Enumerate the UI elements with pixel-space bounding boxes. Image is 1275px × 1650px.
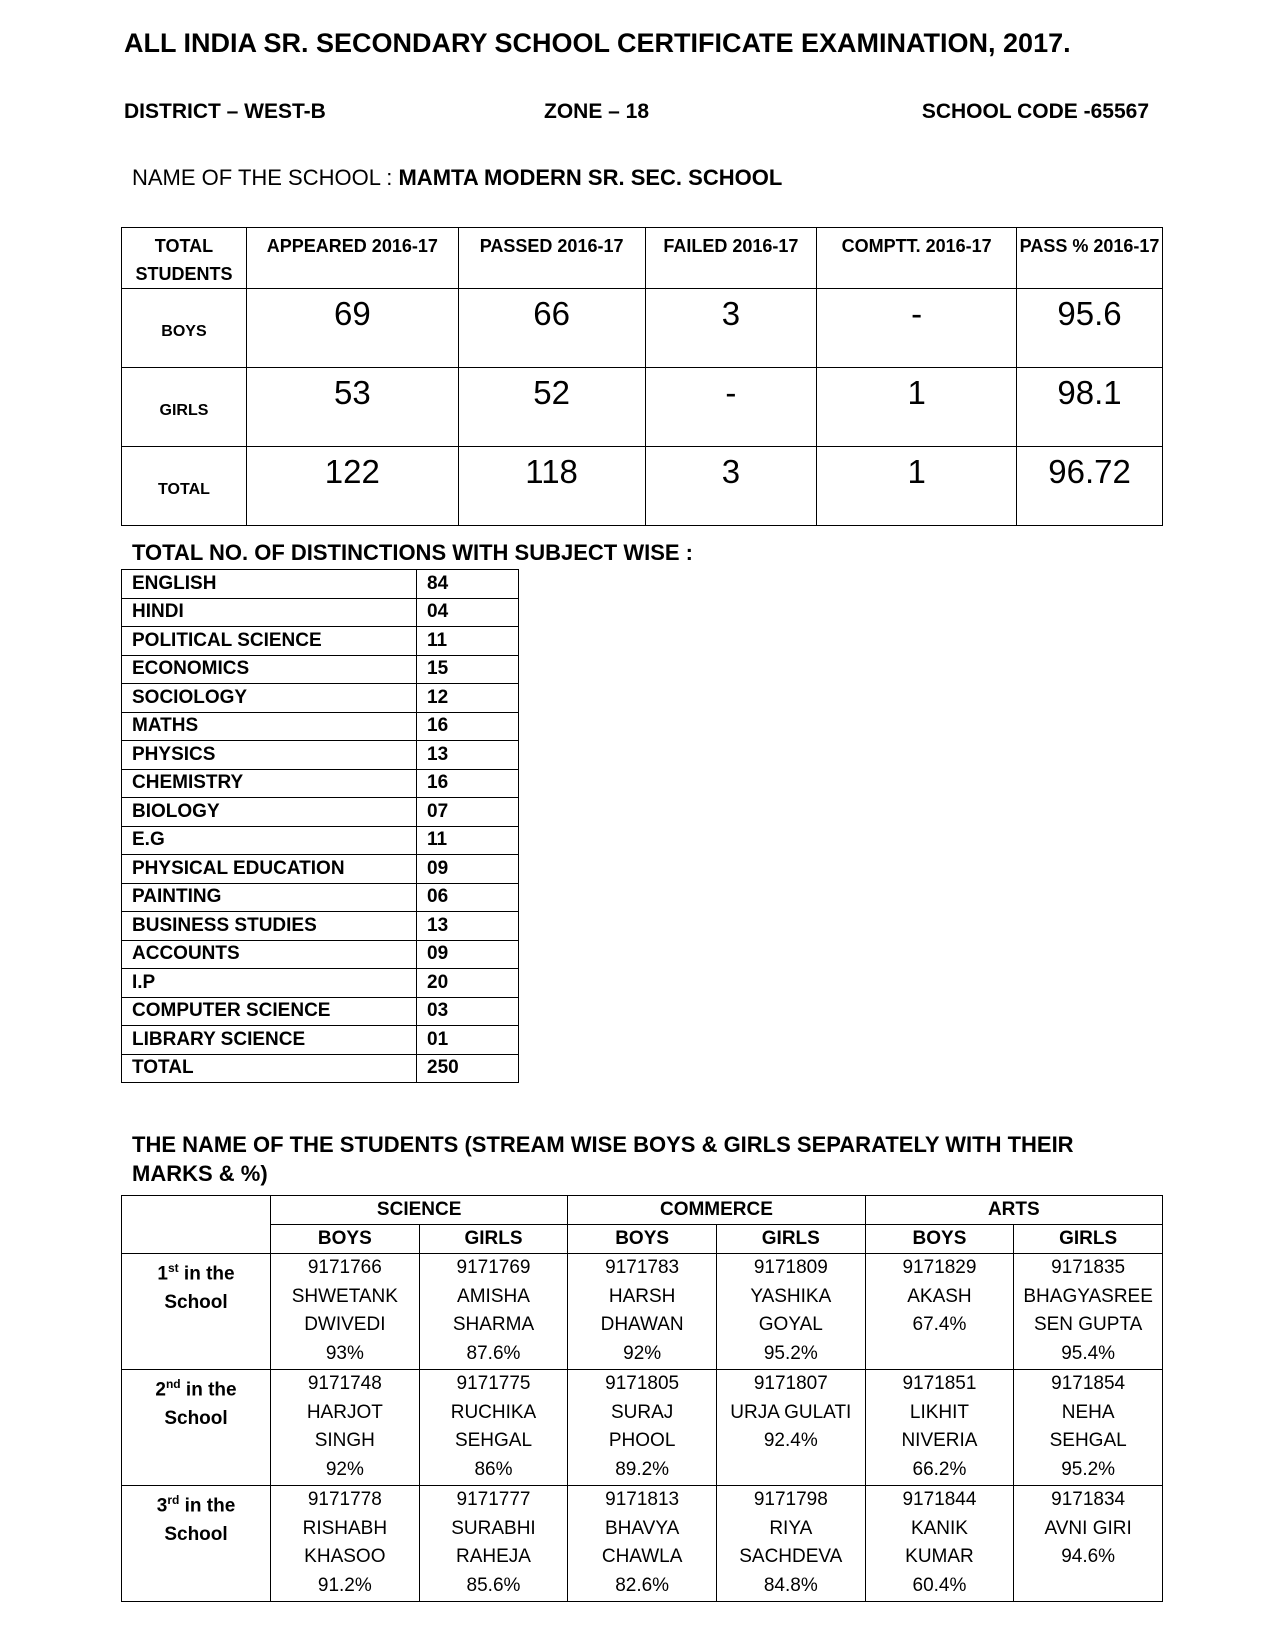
distinctions-table bbox=[121, 569, 519, 1083]
distinction-subject: ACCOUNTS bbox=[122, 940, 417, 969]
results-comptt-cell: - bbox=[817, 289, 1017, 368]
topper-row bbox=[122, 1370, 1163, 1486]
distinctions-heading: TOTAL NO. OF DISTINCTIONS WITH SUBJECT WISE : bbox=[132, 540, 693, 565]
distinction-subject: POLITICAL SCIENCE bbox=[122, 627, 417, 656]
topper-line: KANIK bbox=[910, 1517, 968, 1539]
results-passed-cell: 52 bbox=[458, 368, 645, 447]
topper-line: RAHEJA bbox=[456, 1546, 531, 1568]
rank-line-2: School bbox=[164, 1408, 228, 1430]
results-header-cell: FAILED 2016-17 bbox=[645, 228, 817, 289]
topper-line: 94.6% bbox=[1061, 1546, 1116, 1568]
topper-cell bbox=[271, 1254, 420, 1370]
topper-line: 9171778 bbox=[307, 1489, 382, 1510]
distinction-count: 01 bbox=[417, 1026, 519, 1055]
topper-line: RUCHIKA bbox=[450, 1401, 537, 1423]
rank-text: in the bbox=[178, 1263, 235, 1285]
distinction-subject: E.G bbox=[122, 826, 417, 855]
empty-corner-cell bbox=[122, 1196, 271, 1254]
topper-line: 60.4% bbox=[912, 1575, 967, 1597]
distinction-row bbox=[122, 570, 519, 599]
topper-line: 9171769 bbox=[456, 1257, 531, 1278]
results-failed-cell: 3 bbox=[645, 447, 817, 526]
results-header-cell: PASS % 2016-17 bbox=[1017, 228, 1163, 289]
topper-line: 9171854 bbox=[1051, 1373, 1126, 1394]
rank-line-1 bbox=[122, 1486, 270, 1521]
results-header-cell: PASSED 2016-17 bbox=[458, 228, 645, 289]
topper-line: 9171766 bbox=[307, 1257, 382, 1278]
topper-line: 66.2% bbox=[912, 1459, 967, 1481]
topper-cell bbox=[865, 1370, 1014, 1486]
distinction-row bbox=[122, 1054, 519, 1083]
distinction-row bbox=[122, 969, 519, 998]
results-row bbox=[122, 368, 1163, 447]
distinction-count: 04 bbox=[417, 598, 519, 627]
distinction-count: 03 bbox=[417, 997, 519, 1026]
distinction-subject: BUSINESS STUDIES bbox=[122, 912, 417, 941]
distinction-count: 11 bbox=[417, 627, 519, 656]
topper-line: 9171829 bbox=[902, 1257, 977, 1278]
results-row-label: GIRLS bbox=[122, 368, 247, 447]
topper-line: SEN GUPTA bbox=[1033, 1314, 1143, 1336]
distinction-count: 12 bbox=[417, 684, 519, 713]
topper-line: 92.4% bbox=[763, 1430, 818, 1452]
distinction-subject: I.P bbox=[122, 969, 417, 998]
results-row-label: BOYS bbox=[122, 289, 247, 368]
gender-header-row bbox=[122, 1225, 1163, 1254]
gender-header: BOYS bbox=[568, 1225, 717, 1254]
results-row bbox=[122, 447, 1163, 526]
topper-line: SINGH bbox=[314, 1430, 375, 1452]
topper-line: GOYAL bbox=[758, 1314, 823, 1336]
distinction-row bbox=[122, 798, 519, 827]
topper-line: AVNI GIRI bbox=[1044, 1517, 1132, 1539]
rank-number: 2 bbox=[155, 1379, 166, 1401]
distinction-row bbox=[122, 655, 519, 684]
topper-line: 9171783 bbox=[605, 1257, 680, 1278]
rank-line-1 bbox=[122, 1254, 270, 1289]
toppers-table bbox=[121, 1195, 1163, 1602]
rank-line-2: School bbox=[164, 1292, 228, 1314]
topper-line: DWIVEDI bbox=[304, 1314, 386, 1336]
topper-line: 82.6% bbox=[615, 1575, 670, 1597]
topper-line: 9171834 bbox=[1051, 1489, 1126, 1510]
school-code-label: SCHOOL CODE -65567 bbox=[921, 100, 1149, 123]
stream-header: SCIENCE bbox=[271, 1196, 568, 1225]
results-row bbox=[122, 289, 1163, 368]
topper-line: 84.8% bbox=[763, 1575, 818, 1597]
results-comptt-cell: 1 bbox=[817, 368, 1017, 447]
distinction-row bbox=[122, 769, 519, 798]
distinction-row bbox=[122, 826, 519, 855]
distinction-row bbox=[122, 712, 519, 741]
stream-header: ARTS bbox=[865, 1196, 1162, 1225]
rank-text: in the bbox=[179, 1495, 236, 1517]
topper-line: SEHGAL bbox=[454, 1430, 533, 1452]
topper-line: RISHABH bbox=[302, 1517, 388, 1539]
topper-line: SURAJ bbox=[610, 1401, 674, 1423]
results-appeared-cell: 122 bbox=[246, 447, 458, 526]
rank-label bbox=[122, 1486, 271, 1602]
topper-line: YASHIKA bbox=[750, 1285, 832, 1307]
topper-line: SHARMA bbox=[452, 1314, 535, 1336]
results-passed-cell: 66 bbox=[458, 289, 645, 368]
topper-cell bbox=[568, 1254, 717, 1370]
topper-line: AMISHA bbox=[457, 1285, 530, 1307]
distinction-row bbox=[122, 997, 519, 1026]
topper-line: 93% bbox=[325, 1343, 364, 1365]
topper-cell bbox=[1014, 1486, 1163, 1602]
topper-line: 87.6% bbox=[466, 1343, 521, 1365]
topper-cell bbox=[271, 1486, 420, 1602]
results-failed-cell: 3 bbox=[645, 289, 817, 368]
results-header-cell: TOTAL STUDENTS bbox=[122, 228, 247, 289]
topper-cell bbox=[865, 1254, 1014, 1370]
rank-label bbox=[122, 1370, 271, 1486]
results-comptt-cell: 1 bbox=[817, 447, 1017, 526]
topper-line: SURABHI bbox=[451, 1517, 536, 1539]
distinction-subject: LIBRARY SCIENCE bbox=[122, 1026, 417, 1055]
topper-line: CHAWLA bbox=[601, 1546, 683, 1568]
topper-row bbox=[122, 1254, 1163, 1370]
topper-line: SACHDEVA bbox=[739, 1546, 843, 1568]
results-header-cell: COMPTT. 2016-17 bbox=[817, 228, 1017, 289]
topper-line: 9171844 bbox=[902, 1489, 977, 1510]
students-heading: THE NAME OF THE STUDENTS (STREAM WISE BOYS & GIRLS SEPARATELY WITH THEIR MARKS & %) bbox=[132, 1132, 1074, 1186]
results-header-row bbox=[122, 228, 1163, 289]
school-name: MAMTA MODERN SR. SEC. SCHOOL bbox=[398, 165, 783, 190]
topper-line: 9171851 bbox=[902, 1373, 977, 1394]
topper-line: NEHA bbox=[1061, 1401, 1115, 1423]
rank-suffix: rd bbox=[167, 1493, 180, 1507]
results-table bbox=[121, 227, 1163, 526]
rank-number: 1 bbox=[157, 1263, 168, 1285]
distinction-count: 13 bbox=[417, 912, 519, 941]
distinction-subject: COMPUTER SCIENCE bbox=[122, 997, 417, 1026]
distinction-count: 20 bbox=[417, 969, 519, 998]
results-pass-pct-cell: 98.1 bbox=[1017, 368, 1163, 447]
results-pass-pct-cell: 96.72 bbox=[1017, 447, 1163, 526]
topper-line: 95.2% bbox=[763, 1343, 818, 1365]
topper-cell bbox=[419, 1370, 568, 1486]
rank-text: in the bbox=[180, 1379, 237, 1401]
distinction-row bbox=[122, 684, 519, 713]
distinction-count: 16 bbox=[417, 769, 519, 798]
topper-line: 92% bbox=[325, 1459, 364, 1481]
results-row-label: TOTAL bbox=[122, 447, 247, 526]
topper-cell bbox=[568, 1486, 717, 1602]
distinction-row bbox=[122, 855, 519, 884]
topper-cell bbox=[419, 1254, 568, 1370]
rank-label bbox=[122, 1254, 271, 1370]
distinction-subject: PAINTING bbox=[122, 883, 417, 912]
topper-cell bbox=[716, 1370, 865, 1486]
topper-cell bbox=[1014, 1254, 1163, 1370]
topper-line: 86% bbox=[474, 1459, 513, 1481]
distinction-subject: ECONOMICS bbox=[122, 655, 417, 684]
topper-line: NIVERIA bbox=[901, 1430, 978, 1452]
distinction-subject: TOTAL bbox=[122, 1054, 417, 1083]
topper-cell bbox=[716, 1486, 865, 1602]
distinction-subject: PHYSICAL EDUCATION bbox=[122, 855, 417, 884]
gender-header: GIRLS bbox=[1014, 1225, 1163, 1254]
distinction-row bbox=[122, 940, 519, 969]
topper-line: SEHGAL bbox=[1049, 1430, 1127, 1452]
topper-line: 9171777 bbox=[456, 1489, 531, 1510]
distinction-row bbox=[122, 883, 519, 912]
topper-cell bbox=[1014, 1370, 1163, 1486]
distinction-row bbox=[122, 912, 519, 941]
topper-line: SHWETANK bbox=[291, 1285, 398, 1307]
topper-line: 9171798 bbox=[753, 1489, 828, 1510]
topper-line: 9171775 bbox=[456, 1373, 531, 1394]
distinction-count: 06 bbox=[417, 883, 519, 912]
stream-header-row bbox=[122, 1196, 1163, 1225]
results-pass-pct-cell: 95.6 bbox=[1017, 289, 1163, 368]
gender-header: GIRLS bbox=[419, 1225, 568, 1254]
topper-line: 9171807 bbox=[753, 1373, 828, 1394]
topper-cell bbox=[568, 1370, 717, 1486]
school-name-line bbox=[132, 165, 782, 191]
distinction-count: 13 bbox=[417, 741, 519, 770]
distinction-subject: BIOLOGY bbox=[122, 798, 417, 827]
distinction-subject: MATHS bbox=[122, 712, 417, 741]
topper-line: KUMAR bbox=[905, 1546, 974, 1568]
rank-suffix: nd bbox=[165, 1377, 181, 1391]
distinction-row bbox=[122, 598, 519, 627]
topper-line: BHAGYASREE bbox=[1023, 1285, 1153, 1307]
topper-line: 9171813 bbox=[605, 1489, 680, 1510]
gender-header: BOYS bbox=[865, 1225, 1014, 1254]
topper-line: PHOOL bbox=[608, 1430, 676, 1452]
distinction-count: 84 bbox=[417, 570, 519, 599]
school-name-label: NAME OF THE SCHOOL : bbox=[132, 165, 399, 190]
distinction-count: 07 bbox=[417, 798, 519, 827]
distinction-subject: CHEMISTRY bbox=[122, 769, 417, 798]
distinction-row bbox=[122, 1026, 519, 1055]
topper-line: 95.2% bbox=[1061, 1459, 1116, 1481]
topper-line: KHASOO bbox=[304, 1546, 386, 1568]
distinction-count: 11 bbox=[417, 826, 519, 855]
topper-row bbox=[122, 1486, 1163, 1602]
district-label: DISTRICT – WEST-B bbox=[124, 100, 326, 123]
topper-line: 95.4% bbox=[1061, 1343, 1116, 1365]
stream-header: COMMERCE bbox=[568, 1196, 865, 1225]
distinction-subject: PHYSICS bbox=[122, 741, 417, 770]
topper-line: 9171809 bbox=[753, 1257, 828, 1278]
topper-line: 89.2% bbox=[615, 1459, 670, 1481]
topper-line: 92% bbox=[623, 1343, 662, 1365]
gender-header: GIRLS bbox=[716, 1225, 865, 1254]
topper-cell bbox=[716, 1254, 865, 1370]
results-appeared-cell: 69 bbox=[246, 289, 458, 368]
topper-line: HARSH bbox=[608, 1285, 676, 1307]
topper-line: 9171835 bbox=[1051, 1257, 1126, 1278]
results-failed-cell: - bbox=[645, 368, 817, 447]
rank-number: 3 bbox=[156, 1495, 168, 1517]
topper-line: RIYA bbox=[769, 1517, 813, 1539]
distinction-count: 15 bbox=[417, 655, 519, 684]
topper-line: LIKHIT bbox=[909, 1401, 970, 1423]
distinction-count: 09 bbox=[417, 940, 519, 969]
rank-line-2: School bbox=[164, 1524, 228, 1546]
distinction-row bbox=[122, 627, 519, 656]
topper-cell bbox=[271, 1370, 420, 1486]
gender-header: BOYS bbox=[271, 1225, 420, 1254]
rank-line-1 bbox=[122, 1370, 270, 1405]
distinction-row bbox=[122, 741, 519, 770]
topper-line: 91.2% bbox=[317, 1575, 372, 1597]
topper-line: BHAVYA bbox=[605, 1517, 680, 1539]
topper-line: 85.6% bbox=[466, 1575, 521, 1597]
distinction-subject: HINDI bbox=[122, 598, 417, 627]
distinction-subject: ENGLISH bbox=[122, 570, 417, 599]
topper-line: URJA GULATI bbox=[730, 1401, 852, 1423]
distinction-count: 16 bbox=[417, 712, 519, 741]
topper-cell bbox=[419, 1486, 568, 1602]
zone-label: ZONE – 18 bbox=[544, 100, 650, 123]
page-title: ALL INDIA SR. SECONDARY SCHOOL CERTIFICATE EXAMINATION, 2017. bbox=[124, 28, 1071, 58]
results-appeared-cell: 53 bbox=[246, 368, 458, 447]
distinction-subject: SOCIOLOGY bbox=[122, 684, 417, 713]
distinction-count: 09 bbox=[417, 855, 519, 884]
rank-suffix: st bbox=[167, 1261, 179, 1275]
topper-line: 67.4% bbox=[912, 1314, 967, 1336]
topper-cell bbox=[865, 1486, 1014, 1602]
topper-line: 9171805 bbox=[605, 1373, 680, 1394]
topper-line: HARJOT bbox=[306, 1401, 383, 1423]
distinction-count: 250 bbox=[417, 1054, 519, 1083]
results-header-cell: APPEARED 2016-17 bbox=[246, 228, 458, 289]
results-passed-cell: 118 bbox=[458, 447, 645, 526]
topper-line: DHAWAN bbox=[600, 1314, 684, 1336]
topper-line: AKASH bbox=[907, 1285, 972, 1307]
topper-line: 9171748 bbox=[307, 1373, 382, 1394]
